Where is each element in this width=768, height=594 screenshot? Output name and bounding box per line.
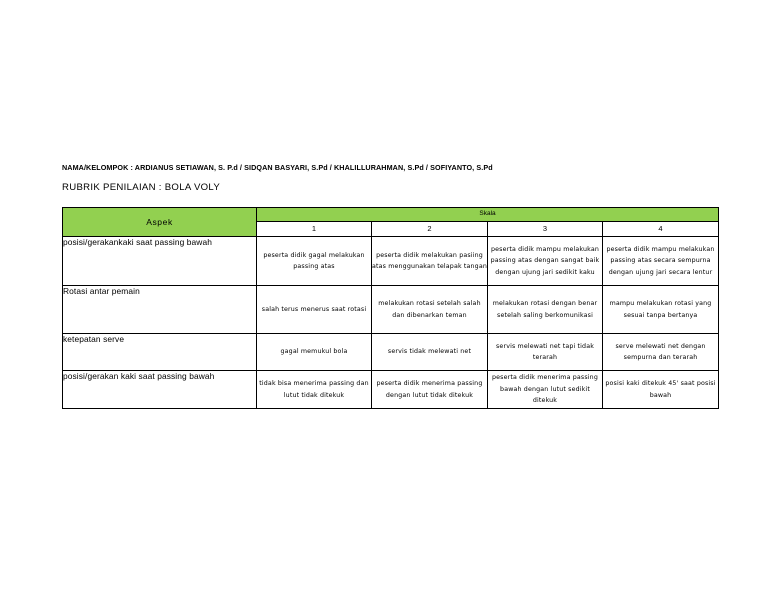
table-row: [63, 237, 719, 286]
score-cell: melakukan rotasi dengan benar setelah saling berkomunikasi: [488, 286, 603, 334]
scale-number-2: 2: [372, 221, 488, 236]
aspect-column-header: Aspek: [63, 208, 257, 237]
score-cell: salah terus menerus saat rotasi: [257, 286, 372, 334]
scale-number-3: 3: [488, 221, 603, 236]
score-cell: serve melewati net dengan sempurna dan terarah: [603, 334, 719, 371]
score-cell: melakukan rotasi setelah salah dan dibenarkan teman: [372, 286, 488, 334]
rubric-table: [62, 207, 719, 409]
score-cell: tidak bisa menerima passing dan lutut tidak ditekuk: [257, 371, 372, 409]
group-names-line: NAMA/KELOMPOK : ARDIANUS SETIAWAN, S. P.d / SIDQAN BASYARI, S.Pd / KHALILLURAHMAN, S.Pd / SOFIYANTO, S.Pd: [62, 163, 493, 172]
score-cell: posisi kaki ditekuk 45' saat posisi bawah: [603, 371, 719, 409]
score-cell: servis melewati net tapi tidak terarah: [488, 334, 603, 371]
table-row: [63, 371, 719, 409]
table-header-row: [63, 208, 719, 222]
score-cell: peserta didik mampu melakukan passing atas secara sempurna dengan ujung jari secara lentur: [603, 237, 719, 286]
score-cell: peserta didik gagal melakukan passing atas: [257, 237, 372, 286]
aspect-cell: posisi/gerakankaki saat passing bawah: [63, 237, 257, 286]
score-cell: peserta didik melakukan pasiing atas menggunakan telapak tangan: [372, 237, 488, 286]
rubric-title: RUBRIK PENILAIAN : BOLA VOLY: [62, 182, 221, 193]
table-row: [63, 286, 719, 334]
score-cell: mampu melakukan rotasi yang sesuai tanpa bertanya: [603, 286, 719, 334]
score-cell: gagal memukul bola: [257, 334, 372, 371]
aspect-cell: ketepatan serve: [63, 334, 257, 371]
aspect-cell: Rotasi antar pemain: [63, 286, 257, 334]
aspect-cell: posisi/gerakan kaki saat passing bawah: [63, 371, 257, 409]
table-row: [63, 334, 719, 371]
scale-number-1: 1: [257, 221, 372, 236]
score-cell: servis tidak melewati net: [372, 334, 488, 371]
scale-number-4: 4: [603, 221, 719, 236]
score-cell: peserta didik mampu melakukan passing atas dengan sangat baik dengan ujung jari sedikit kaku: [488, 237, 603, 286]
scale-column-header: Skala: [257, 208, 719, 222]
score-cell: peserta didik menerima passing bawah dengan lutut sedikit ditekuk: [488, 371, 603, 409]
score-cell: peserta didik menerima passing dengan lutut tidak ditekuk: [372, 371, 488, 409]
